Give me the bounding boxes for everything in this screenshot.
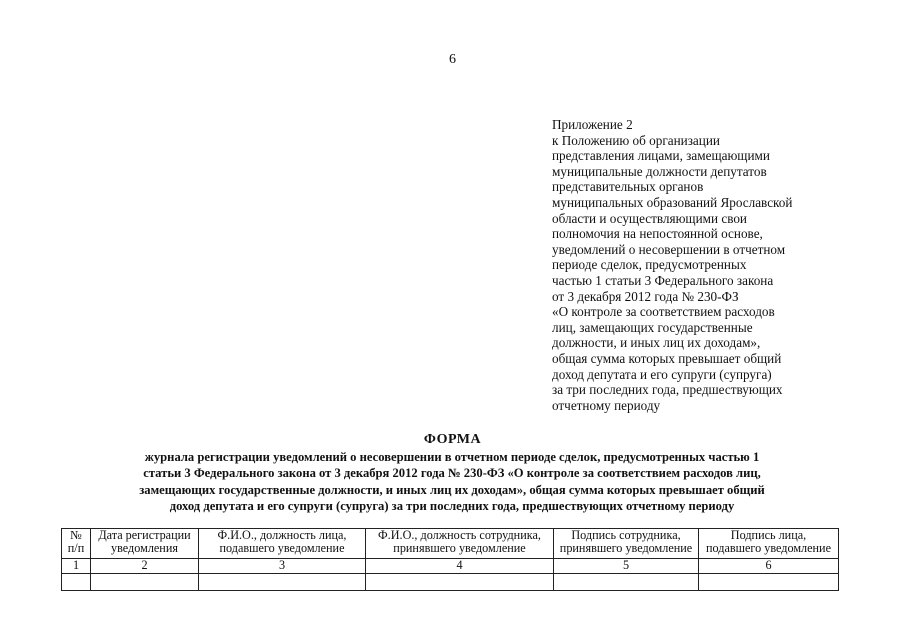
appendix-note [552, 117, 892, 413]
form-subtitle-line: журнала регистрации уведомлений о несовершении в отчетном периоде сделок, предусмотренных частью 1 [144, 450, 760, 464]
header-number: № п/п [62, 529, 91, 559]
appendix-line: за три последних года, предшествующих [552, 382, 783, 398]
column-number: 2 [91, 559, 199, 574]
appendix-line: муниципальных образований Ярославской [552, 194, 793, 210]
column-number: 5 [554, 559, 699, 574]
appendix-line: общая сумма которых превышает общий [552, 350, 782, 366]
appendix-line: лиц, замещающих государственные [552, 319, 753, 335]
appendix-line: отчетному периоду [552, 397, 661, 413]
column-number: 6 [699, 559, 839, 574]
appendix-line: от 3 декабря 2012 года № 230-ФЗ [552, 288, 739, 304]
form-subtitle [62, 449, 842, 515]
appendix-line: к Положению об организации [552, 132, 720, 148]
appendix-line: «О контроле за соответствием расходов [552, 304, 775, 320]
form-subtitle-line: статьи 3 Федерального закона от 3 декабря 2012 года № 230-ФЗ «О контроле за соответствием расходов лиц, [143, 466, 761, 481]
appendix-line: представления лицами, замещающими [552, 148, 770, 164]
form-title: ФОРМА [423, 432, 482, 447]
appendix-line: периоде сделок, предусмотренных [552, 257, 747, 273]
table-cell [62, 574, 91, 591]
column-number: 3 [199, 559, 366, 574]
appendix-line: доход депутата и его супруги (супруга) [552, 366, 772, 382]
appendix-line: муниципальные должности депутатов [552, 163, 767, 179]
journal-table [61, 528, 839, 591]
form-subtitle-line: замещающих государственные должности, и иных лиц их доходам», общая сумма которых превышает общий [139, 482, 765, 497]
header-submitter-name: Ф.И.О., должность лица, подавшего уведомление [199, 529, 366, 559]
header-receiver-signature: Подпись сотрудника, принявшего уведомление [554, 529, 699, 559]
table-cell [199, 574, 366, 591]
table-cell [699, 574, 839, 591]
page-number: 6 [449, 52, 456, 67]
form-subtitle-line: доход депутата и его супруги (супруга) за три последних года, предшествующих отчетному периоду [169, 499, 735, 514]
header-registration-date: Дата регистрации уведомления [91, 529, 199, 559]
table-cell [554, 574, 699, 591]
column-number-row [62, 559, 839, 574]
appendix-line: области и осуществляющими свои [552, 210, 747, 226]
appendix-line: Приложение 2 [552, 117, 633, 132]
header-receiver-name: Ф.И.О., должность сотрудника, принявшего уведомление [366, 529, 554, 559]
appendix-line: должности, и иных лиц их доходам», [552, 335, 761, 351]
column-number: 4 [366, 559, 554, 574]
table-cell [91, 574, 199, 591]
table-row-empty [62, 574, 839, 591]
appendix-line: частью 1 статьи 3 Федерального закона [552, 272, 774, 288]
table-cell [366, 574, 554, 591]
column-number: 1 [62, 559, 91, 574]
appendix-line: представительных органов [552, 179, 704, 195]
appendix-line: полномочия на непостоянной основе, [552, 226, 763, 242]
header-submitter-signature: Подпись лица, подавшего уведомление [699, 529, 839, 559]
appendix-line: уведомлений о несовершении в отчетном [552, 241, 786, 257]
table-header-row [62, 529, 839, 559]
